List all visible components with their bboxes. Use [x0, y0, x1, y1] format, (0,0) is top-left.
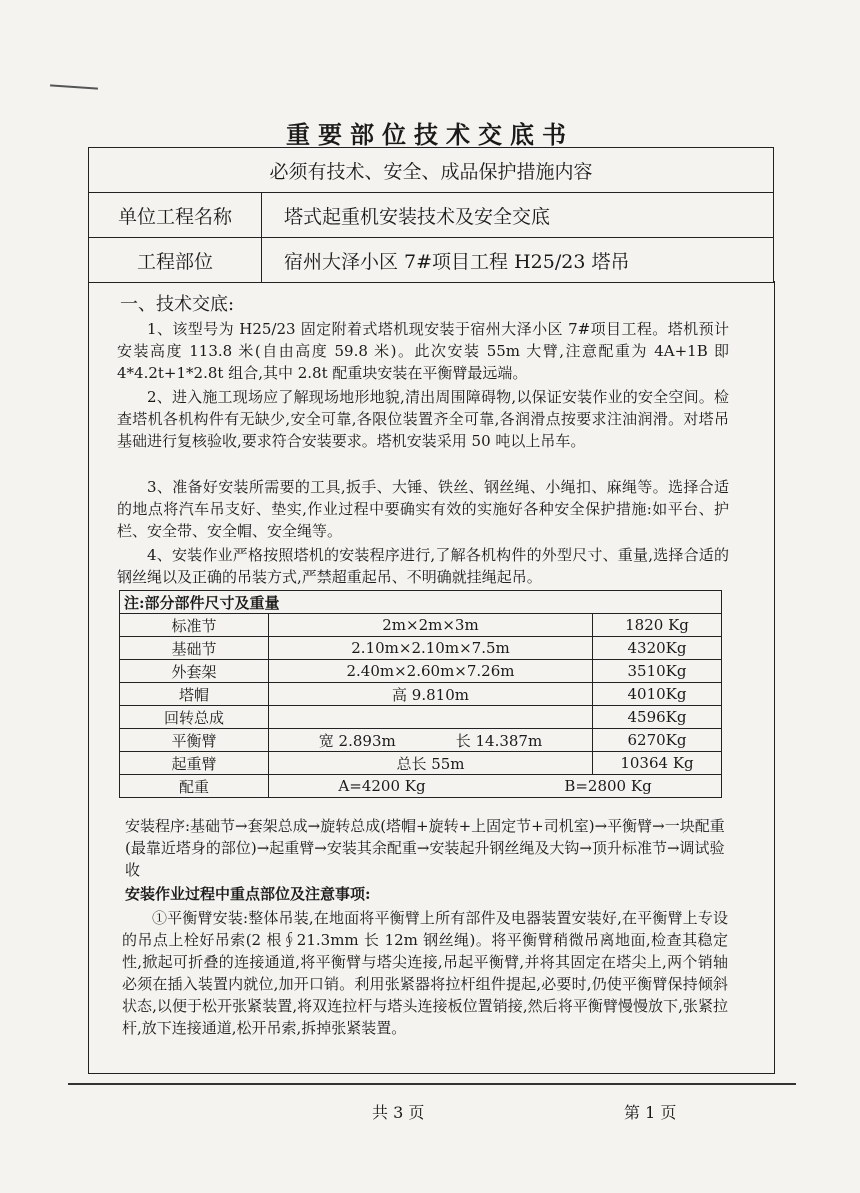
counterweight-label: 配重	[120, 775, 269, 798]
table-row: 平衡臂 宽 2.893m 长 14.387m 6270Kg	[120, 729, 722, 752]
section-heading: 一、技术交底:	[120, 294, 235, 315]
part-value: 宿州大泽小区 7#项目工程 H25/23 塔吊	[262, 238, 774, 283]
document-title: 重要部位技术交底书	[286, 120, 574, 149]
footer-total-pages: 共 3 页	[372, 1103, 425, 1122]
table-row: 基础节 2.10m×2.10m×7.5m 4320Kg	[120, 637, 722, 660]
counterweight-b: B=2800 Kg	[564, 777, 652, 795]
paragraph-3: 3、准备好安装所需要的工具,扳手、大锤、铁丝、钢丝绳、小绳扣、麻绳等。选择合适的地点将汽车吊支好、垫实,作业过程中要确实有效的实施好各种安全保护措施:如平台、护栏、安全带、安全帽、安全绳等。	[117, 478, 729, 540]
table-row: 外套架 2.40m×2.60m×7.26m 3510Kg	[120, 660, 722, 683]
paragraph-4: 4、安装作业严格按照塔机的安装程序进行,了解各机构件的外型尺寸、重量,选择合适的钢丝绳以及正确的吊装方式,严禁超重起吊、不明确就挂绳起吊。	[117, 546, 729, 586]
install-procedure: 安装程序:基础节→套架总成→旋转总成(塔帽+旋转+上固定节+司机室)→平衡臂→一块配重(最靠近塔身的部位)→起重臂→安装其余配重→安装起升钢丝绳及大钩→顶升标准节→调试验收	[125, 817, 725, 879]
unit-value: 塔式起重机安装技术及安全交底	[262, 193, 774, 238]
component-spec-table	[119, 590, 722, 798]
table-row	[120, 775, 722, 798]
table-row: 塔帽 高 9.810m 4010Kg	[120, 683, 722, 706]
counterweight-a: A=4200 Kg	[338, 777, 426, 795]
table-row: 起重臂 总长 55m 10364 Kg	[120, 752, 722, 775]
unit-label: 单位工程名称	[89, 193, 262, 238]
requirement-cell: 必须有技术、安全、成品保护措施内容	[89, 148, 774, 193]
footer-page-number: 第 1 页	[624, 1103, 677, 1122]
key-points-title: 安装作业过程中重点部位及注意事项:	[125, 885, 371, 903]
table-row: 回转总成 4596Kg	[120, 706, 722, 729]
scan-mark	[50, 84, 98, 89]
header-table	[88, 147, 774, 283]
paragraph-1: 1、该型号为 H25/23 固定附着式塔机现安装于宿州大泽小区 7#项目工程。塔机预计安装高度 113.8 米(自由高度 59.8 米)。此次安装 55m 大臂,注意配重为 4A+1B 即 4*4.2t+1*2.8t 组合,其中 2.8t 配重块安装在平衡臂最远端。	[117, 320, 729, 382]
table-row: 标准节 2m×2m×3m 1820 Kg	[120, 614, 722, 637]
footer-rule	[68, 1083, 796, 1085]
key-point-1: ①平衡臂安装:整体吊装,在地面将平衡臂上所有部件及电器装置安装好,在平衡臂上专设的吊点上栓好吊索(2 根∮21.3mm 长 12m 钢丝绳)。将平衡臂稍微吊离地面,检查其稳定性,掀起可折叠的连接通道,将平衡臂与塔尖连接,吊起平衡臂,并将其固定在塔尖上,两个销轴必须在插入装置内就位,加开口销。利用张紧器将拉杆组件提起,必要时,仍使平衡臂保持倾斜状态,以便于松开张紧装置,将双连拉杆与塔头连接板位置销接,然后将平衡臂慢慢放下,张紧拉杆,放下连接通道,松开吊索,拆掉张紧装置。	[122, 909, 728, 1037]
paragraph-2: 2、进入施工现场应了解现场地形地貌,清出周围障碍物,以保证安装作业的安全空间。检查塔机各机构件有无缺少,安全可靠,各限位装置齐全可靠,各润滑点按要求注油润滑。对塔吊基础进行复核验收,要求符合安装要求。塔机安装采用 50 吨以上吊车。	[117, 388, 729, 450]
part-label: 工程部位	[89, 238, 262, 283]
table-note: 注:部分部件尺寸及重量	[120, 591, 722, 614]
